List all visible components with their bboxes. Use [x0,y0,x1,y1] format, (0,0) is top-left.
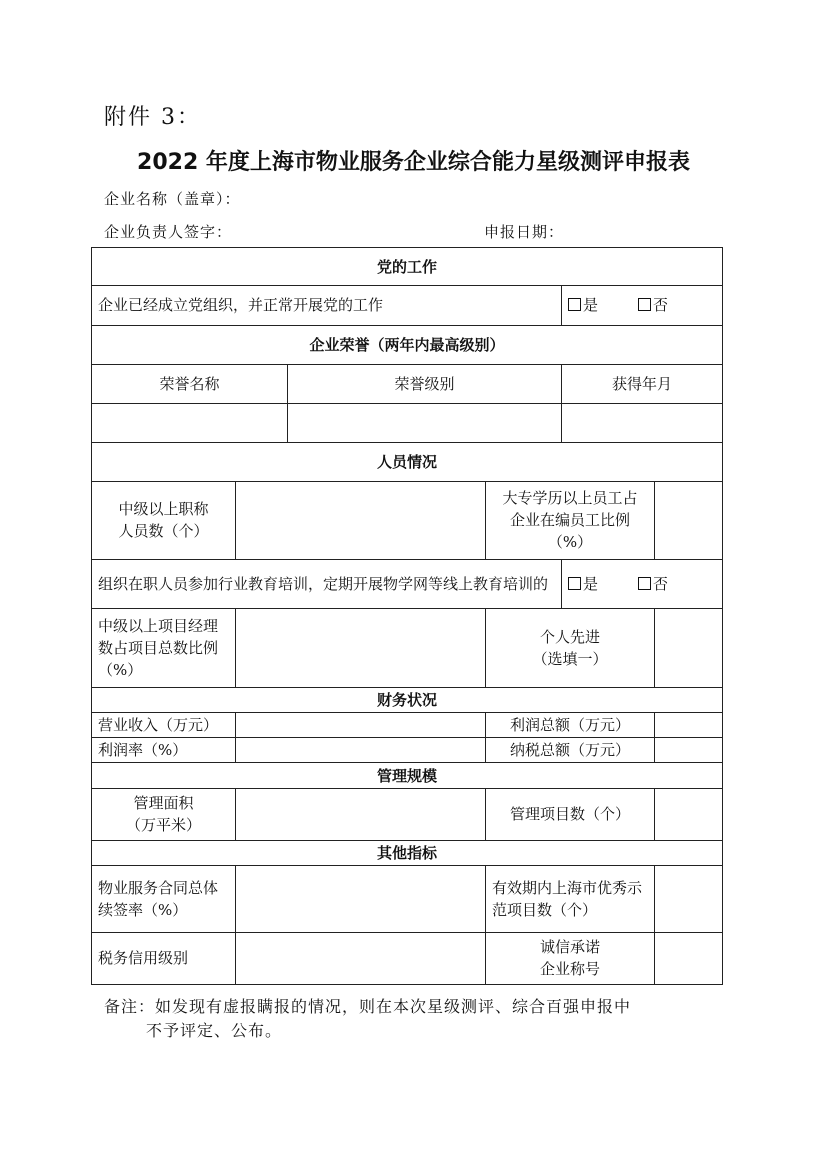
form-title: 2022 年度上海市物业服务企业综合能力星级测评申报表 [137,150,690,175]
no-label: 否 [653,296,669,315]
section-management-scale: 管理规模 [92,763,723,788]
remark-line-1: 备注：如发现有虚报瞒报的情况，则在本次星级测评、综合百强申报中 [104,997,632,1016]
yes-label: 是 [583,575,599,594]
section-finance: 财务状况 [92,687,723,712]
honor-level-header: 荣誉级别 [288,364,562,403]
party-organization-question: 企业已经成立党组织，并正常开展党的工作 [92,286,562,325]
checkbox-icon[interactable] [638,298,651,311]
college-ratio-label: 大专学历以上员工占 企业在编员工比例 （%） [486,481,655,560]
honor-level-input[interactable] [288,404,562,443]
managed-projects-label: 管理项目数（个） [486,788,655,840]
college-ratio-input[interactable] [655,481,723,560]
honor-date-header: 获得年月 [562,364,723,403]
project-manager-ratio-label: 中级以上项目经理数占项目总数比例（%） [92,609,236,688]
application-form-table [91,247,723,985]
training-choice-cell [562,560,723,609]
profit-rate-label: 利润率（%） [92,738,236,763]
honor-date-input[interactable] [562,404,723,443]
total-tax-input[interactable] [655,738,723,763]
party-no-option[interactable] [638,296,668,314]
total-profit-input[interactable] [655,713,723,738]
section-honors: 企业荣誉（两年内最高级别） [92,325,723,364]
mid-title-staff-label: 中级以上职称 人员数（个） [92,481,236,560]
profit-rate-input[interactable] [236,738,486,763]
individual-advanced-label: 个人先进 （选填一） [486,609,655,688]
tax-credit-label: 税务信用级别 [92,932,236,984]
project-manager-ratio-input[interactable] [236,609,486,688]
mid-title-staff-input[interactable] [236,481,486,560]
remark-line-2: 不予评定、公布。 [146,1021,283,1040]
excellent-projects-input[interactable] [655,866,723,932]
integrity-title-label: 诚信承诺 企业称号 [486,932,655,984]
excellent-projects-label: 有效期内上海市优秀示范项目数（个） [486,866,655,932]
company-name-label: 企业名称（盖章）： [104,190,241,208]
training-yes-option[interactable] [568,575,598,593]
party-yes-option[interactable] [568,296,598,314]
revenue-label: 营业收入（万元） [92,713,236,738]
declaration-date-label: 申报日期： [484,223,565,241]
managed-projects-input[interactable] [655,788,723,840]
tax-credit-input[interactable] [236,932,486,984]
checkbox-icon[interactable] [568,298,581,311]
revenue-input[interactable] [236,713,486,738]
online-training-question: 组织在职人员参加行业教育培训，定期开展物学网等线上教育培训的 [92,560,562,609]
checkbox-icon[interactable] [568,577,581,590]
section-staff: 人员情况 [92,443,723,481]
attachment-label: 附件 3： [104,105,201,130]
party-choice-cell [562,286,723,325]
total-tax-label: 纳税总额（万元） [486,738,655,763]
managed-area-label: 管理面积 （万平米） [92,788,236,840]
contract-renewal-input[interactable] [236,866,486,932]
honor-name-input[interactable] [92,404,288,443]
integrity-title-input[interactable] [655,932,723,984]
principal-signature-label: 企业负责人签字： [104,223,233,241]
individual-advanced-input[interactable] [655,609,723,688]
no-label: 否 [653,575,669,594]
training-no-option[interactable] [638,575,668,593]
managed-area-input[interactable] [236,788,486,840]
yes-label: 是 [583,296,599,315]
total-profit-label: 利润总额（万元） [486,713,655,738]
section-party-work: 党的工作 [92,248,723,286]
contract-renewal-label: 物业服务合同总体续签率（%） [92,866,236,932]
section-other-indicators: 其他指标 [92,840,723,865]
checkbox-icon[interactable] [638,577,651,590]
honor-name-header: 荣誉名称 [92,364,288,403]
